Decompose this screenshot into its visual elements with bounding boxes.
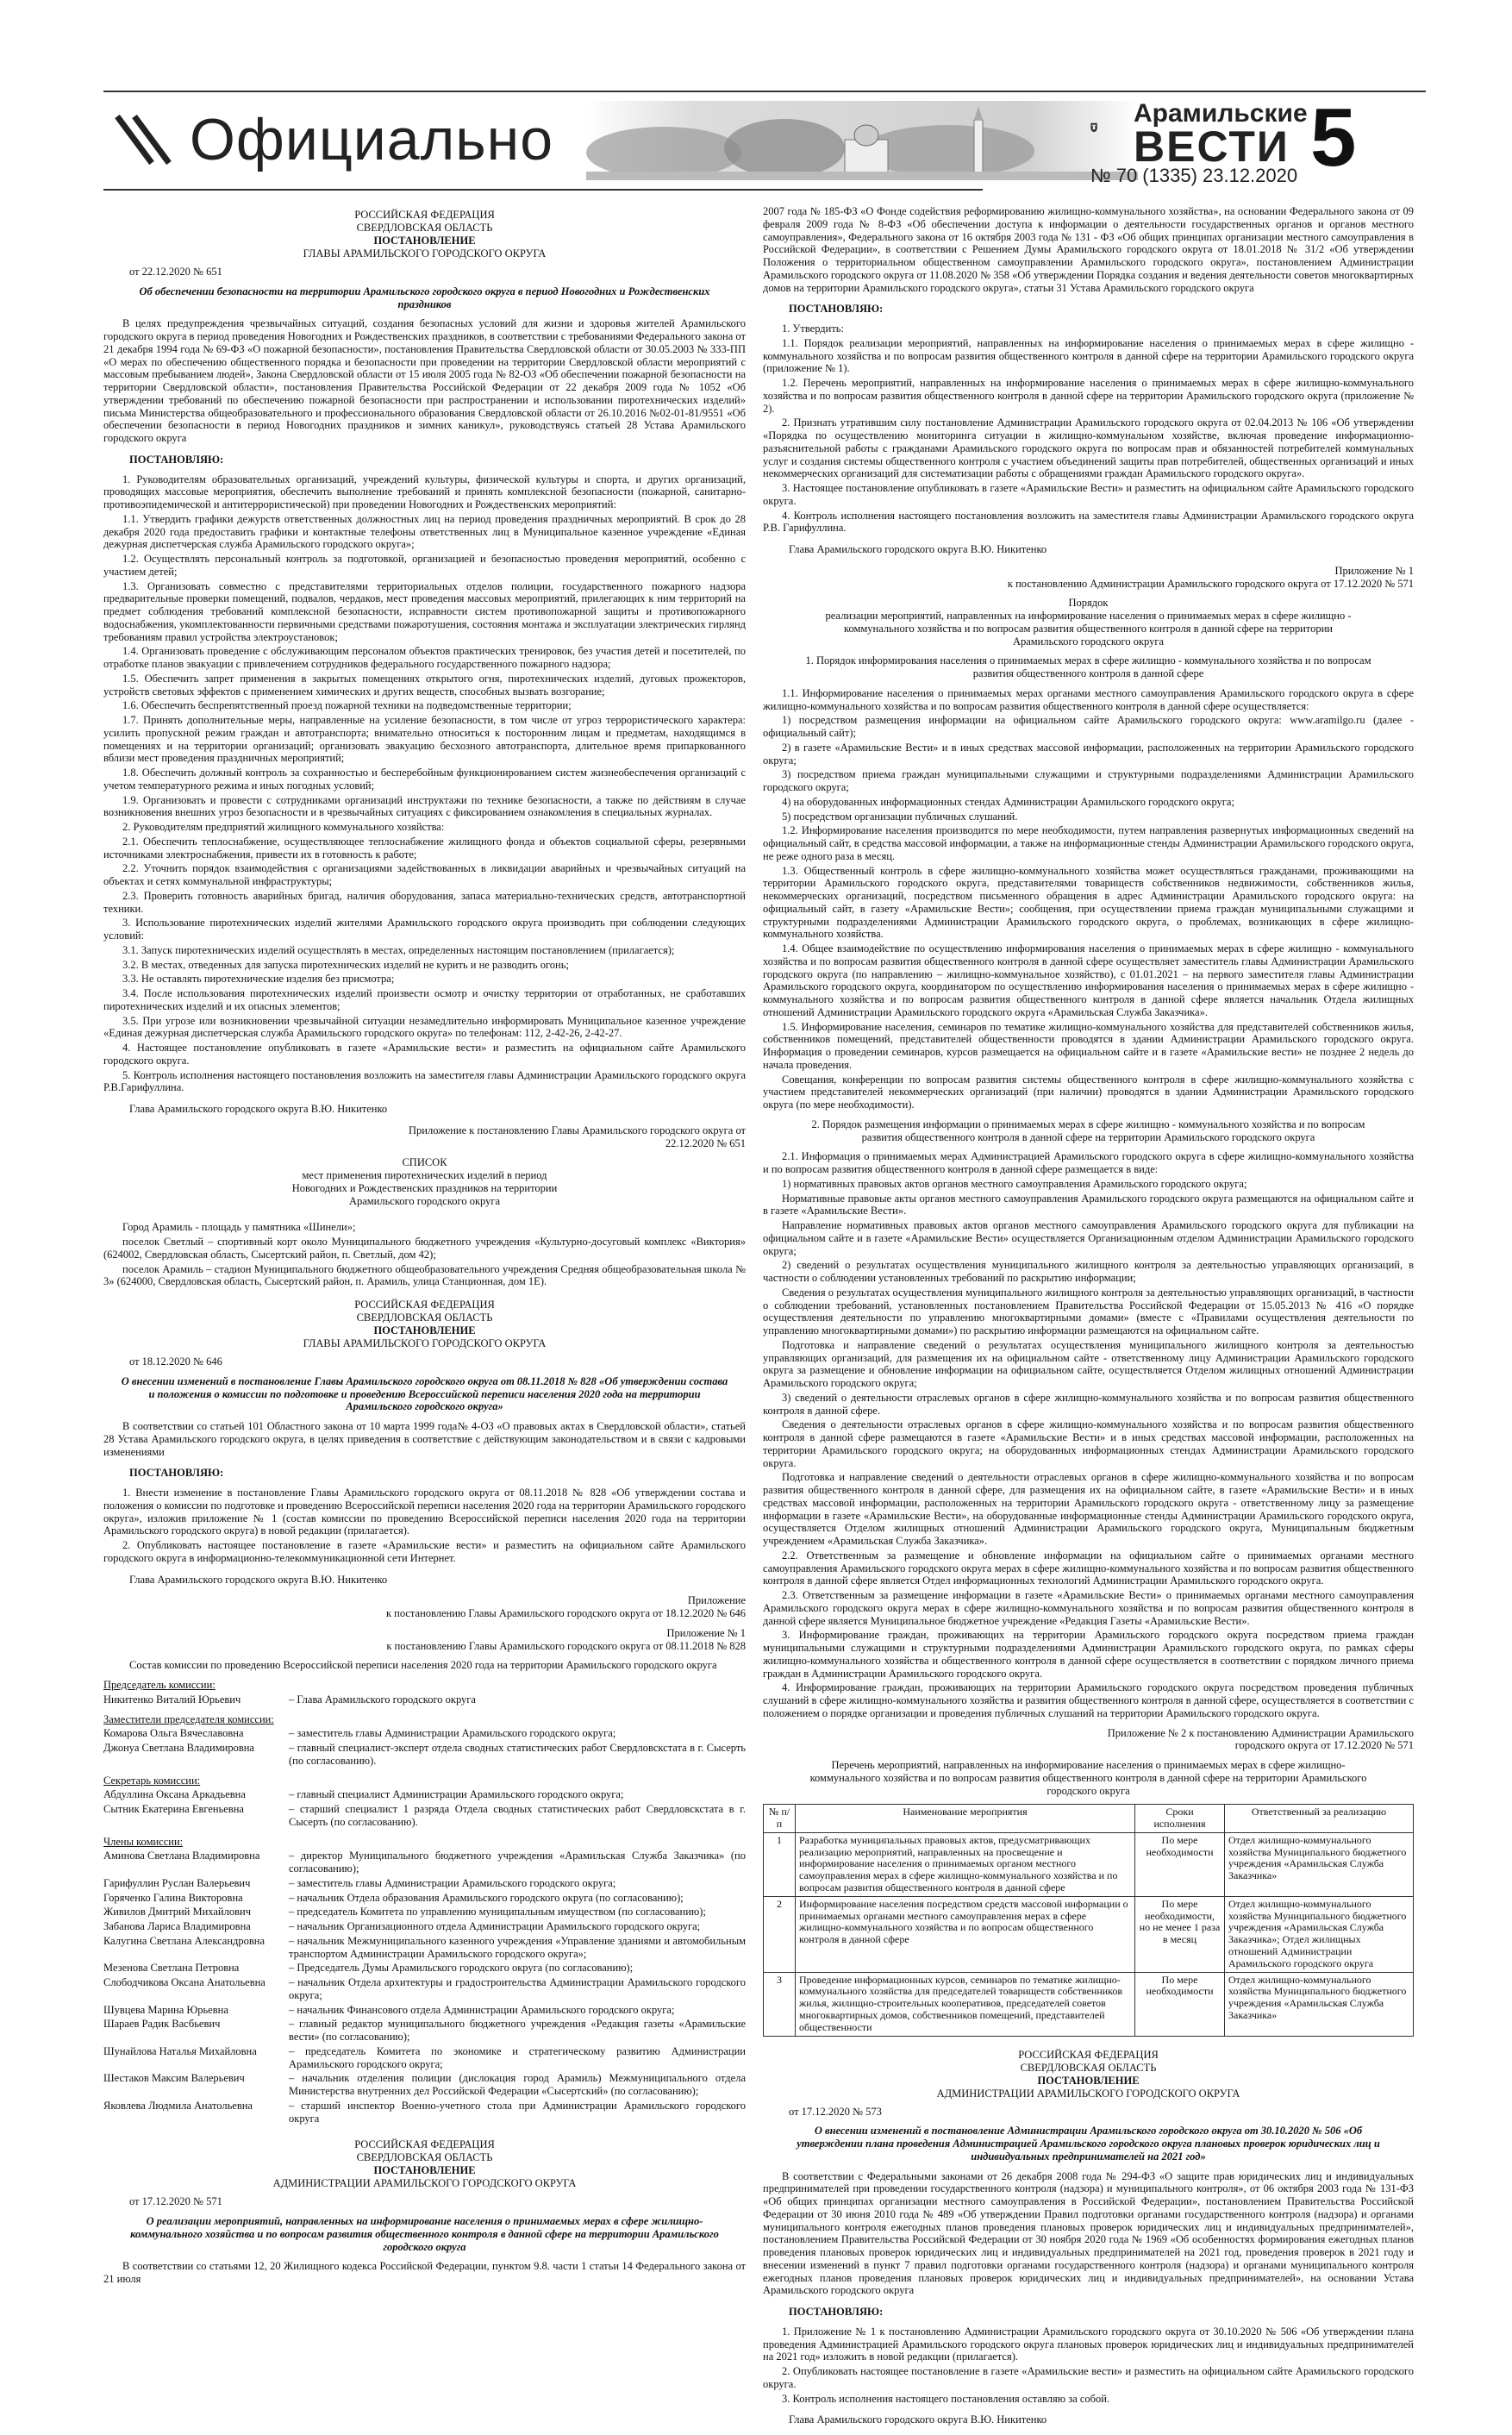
doc4-items	[763, 2325, 1414, 2406]
list-item: 1) нормативных правовых актов органов местного самоуправления Арамильского городского округа;	[782, 1177, 1247, 1190]
member-duty: – старший инспектор Военно-учетного стола при Администрации Арамильского городского округа	[289, 2099, 746, 2125]
member-name: Аминова Светлана Владимировна	[103, 1850, 260, 1862]
doc3-issuer: АДМИНИСТРАЦИИ АРАМИЛЬСКОГО ГОРОДСКОГО ОКРУГА	[272, 2177, 577, 2190]
doc2-appx2-label: Приложение № 1	[666, 1626, 746, 1639]
list-item: 3. Информирование граждан, проживающих на территории Арамильского городского округа посредством приема граждан муниципальными служащими и структурными подразделениями Администрации Арамильского городского округа, по рамках сферы жилищно-коммунального хозяйства и общественного контроля в данной сфере осуществляется в соответствии с порядком личного приема граждан в Администрации Арамильского городского округа.	[763, 1629, 1414, 1680]
doc3-order-sub: реализации мероприятий, направленных на информирование населения о принимаемых мерах в сфере жилищно - коммунального хозяйства и по вопросам развития общественного контроля в данной сфере на территории Арамильского городского округа	[825, 610, 1352, 648]
doc3-header	[103, 2138, 746, 2190]
cell-number: 3	[764, 1972, 796, 2036]
doc2-title: О внесении изменений в постановление Главы Арамильского городского округа от 08.11.2018 № 828 «Об утверждении состава и положения о комиссии по подготовке и проведению Всероссийской переписи населения 2020 года на территории Арамильского городского округа»	[121, 1374, 728, 1413]
doc3-sec2-title: 2. Порядок размещения информации о принимаемых мерах в сфере жилищно - коммунального хозяйства и по вопросам развития общественного контроля в данной сфере на территории Арамильского городского округа	[811, 1117, 1365, 1143]
doc2-type: ПОСТАНОВЛЕНИЕ	[373, 1324, 476, 1336]
list-item: 3) посредством приема граждан муниципальными служащими и структурными подразделениями Администрации Арамильского городского округа;	[763, 768, 1414, 793]
roster-row	[103, 1877, 746, 1890]
doc3-appendix-1	[763, 565, 1414, 591]
doc2-signature: Глава Арамильского городского округа В.Ю. Никитенко	[129, 1573, 388, 1586]
list-item: 1.1. Порядок реализации мероприятий, направленных на информирование населения о принимаемых мерах в сфере жилищно - коммунального хозяйства и по вопросам развития общественного контроля в данной сфере на территории Арамильского городского округа (приложение № 1).	[763, 336, 1414, 375]
table-header-responsible: Ответственный за реализацию	[1225, 1805, 1414, 1833]
list-item: 2.1. Обеспечить теплоснабжение, осуществляющее теплоснабжение жилищного фонда и объектов социальной сферы, резервными источниками электроснабжения, привести их в готовность к работе;	[103, 835, 746, 861]
list-item: 3. Использование пиротехнических изделий жителями Арамильского городского округа производить при соблюдении следующих условий:	[103, 917, 746, 942]
list-item: 4. Настоящее постановление опубликовать в газете «Арамильские вести» и разместить на официальном сайте Арамильского городского округа.	[103, 1042, 746, 1067]
section-title: Официально	[190, 107, 554, 172]
member-duty: – председатель Комитета по управлению муниципальным имуществом (по согласованию);	[289, 1906, 706, 1919]
member-name: Сытник Екатерина Евгеньевна	[103, 1803, 244, 1815]
roster-row	[103, 2045, 746, 2071]
list-item: 2) сведений о результатах осуществления муниципального жилищного контроля за деятельностью управляющих организаций, в частности о соблюдении установленных требований по раскрытию информации;	[763, 1259, 1414, 1284]
member-name: Калугина Светлана Александровна	[103, 1934, 266, 1947]
table-row	[764, 1896, 1414, 1972]
list-item: 5. Контроль исполнения настоящего постановления возложить на заместителя главы Администрации Арамильского городского округа Р.В.Гарифуллина.	[103, 1068, 746, 1094]
doc4-title: О внесении изменений в постановление Администрации Арамильского городского округа от 30.10.2020 № 506 «Об утверждении плана проведения Администрацией Арамильского городского округа плановых проверок юридических лиц и индивидуальных предпринимателей на 2021 год»	[797, 2125, 1380, 2163]
list-item: 3.1. Запуск пиротехнических изделий осуществлять в местах, определенных настоящим постановлением (прилагается);	[122, 943, 675, 956]
list-item: поселок Арамиль – стадион Муниципального бюджетного общеобразовательного учреждения Средняя общеобразовательная школа № 3» (624000, Свердловская область, Сысертский район, п. Арамиль, улица Станционная, дом 1Е).	[103, 1262, 746, 1288]
doc1-appendix: Приложение к постановлению Главы Арамильского городского округа от 22.12.2020 № 651	[409, 1124, 746, 1149]
member-name: Джонуа Светлана Владимировна	[103, 1742, 254, 1754]
right-column	[763, 205, 1414, 2435]
logo-name-line1: Арамильские	[1134, 99, 1308, 128]
table-body	[764, 1832, 1414, 2036]
member-duty: – начальник отделения полиции (дислокация город Арамиль) Межмуниципального отдела Министерства внутренних дел Российской Федерации «Сысертский» (по согласованию);	[289, 2072, 746, 2097]
cell-number: 1	[764, 1832, 796, 1896]
doc1-header	[103, 209, 746, 260]
list-item: 2. Опубликовать настоящее постановление в газете «Арамильские вести» и разместить на официальном сайте Арамильского городского округа в информационно-телекоммуникационной сети Интернет.	[103, 1539, 746, 1564]
list-item: 3.3. Не оставлять пиротехнические изделия без присмотра;	[122, 973, 395, 986]
list-item: 1.2. Перечень мероприятий, направленных на информирование населения о принимаемых мерах в сфере жилищно-коммунального хозяйства и по вопросам развития общественного контроля в данной сфере на территории Арамильского городского округа (приложение № 2).	[763, 377, 1414, 415]
doc3-sec1-title: 1. Порядок информирования населения о принимаемых мерах в сфере жилищно - коммунального хозяйства и по вопросам развития общественного контроля в данной сфере	[805, 654, 1371, 679]
doc3-preamble-cont: 2007 года № 185-ФЗ «О Фонде содействия реформированию жилищно-коммунального хозяйства», на основании Федерального закона от 09 февраля 2009 года № 8-ФЗ «Об обеспечении доступа к информации о деятельности государственных органов и органов местного самоуправления», Федерального закона от 16 октября 2003 года № 131 - ФЗ «Об общих принципах организации местного самоуправления в Российской Федерации», в соответствии с Решением Думы Арамильского городского округа от 18.01.2018 № 31/2 «Об утверждении Положения о территориальном общественном самоуправлении Арамильского городского округа», постановлением Администрации Арамильского городского округа от 11.08.2020 № 358 «Об утверждении Порядка создания и ведения деятельности советов многоквартирных домов на территории Арамильского городского округа», статьи 31 Устава Арамильского городского округа	[763, 205, 1414, 294]
roster-row	[103, 1935, 746, 1961]
doc4-issuer: АДМИНИСТРАЦИИ АРАМИЛЬСКОГО ГОРОДСКОГО ОКРУГА	[936, 2087, 1240, 2100]
member-duty: – старший специалист 1 разряда Отдела сводных статистических работ Свердловскстата в г. Сысерть (по согласованию).	[289, 1803, 746, 1828]
member-duty: – начальник Финансового отдела Администрации Арамильского городского округа;	[289, 2003, 675, 2016]
doc2-header	[103, 1299, 746, 1350]
doc1-date: от 22.12.2020 № 651	[129, 266, 222, 278]
table-header-name: Наименование мероприятия	[796, 1805, 1135, 1833]
doc2-date: от 18.12.2020 № 646	[129, 1355, 222, 1368]
cell-responsible: Отдел жилищно-коммунального хозяйства Муниципального бюджетного учреждения «Арамильская Служба Заказчика»	[1225, 1972, 1414, 2036]
doc3-list-title: Перечень мероприятий, направленных на информирование населения о принимаемых мерах в сфере жилищно-коммунального хозяйства и по вопросам развития общественного контроля в данной сфере на территории Арамильского городского округа	[809, 1759, 1367, 1797]
member-duty: – главный специалист-эксперт отдела сводных статистических работ Свердловскстата в г. Сысерть (по согласованию).	[289, 1742, 746, 1767]
cell-measure: Разработка муниципальных правовых актов, предусматривающих реализацию мероприятий, направленных на просвещение и информирование населения о принимаемых органом местного самоуправления мерах в сфере жилищно-коммунального хозяйства и по вопросам развития общественного контроля в данной сфере	[796, 1832, 1135, 1896]
doc2-preamble: В соответствии со статьей 101 Областного закона от 10 марта 1999 года№ 4-ОЗ «О правовых актах в Свердловской области», статьей 28 Устава Арамильского городского округа, в целях приведения в соответствие с действующим законодательством и в связи с кадровыми изменениями	[103, 1420, 746, 1458]
doc3-country: РОССИЙСКАЯ ФЕДЕРАЦИЯ	[354, 2138, 495, 2151]
list-item: 1.3. Общественный контроль в сфере жилищно-коммунального хозяйства может осуществляться гражданами, проживающими на территории Арамильского городского округа, представителями товариществ собственников недвижимости, собственников жилья, некоммерческих организаций, посредством письменного обращения в адрес Администрации Арамильского городского округа: на официальный сайт, в газету «Арамильские Вести»; сообщения, при осуществлении приема граждан муниципальными служащими и структурными подразделениями Администрации Арамильского городского округа, о проблемах, возникающих в сфере жилищно-коммунального хозяйства.	[763, 864, 1414, 941]
cell-responsible: Отдел жилищно-коммунального хозяйства Муниципального бюджетного учреждения «Арамильская Служба Заказчика»	[1225, 1832, 1414, 1896]
doc1-list-sub2: Новогодних и Рождественских праздников на территории	[291, 1181, 558, 1194]
doc3-order-header	[763, 597, 1414, 648]
member-name: Никитенко Виталий Юрьевич	[103, 1693, 241, 1706]
doc1-issuer: ГЛАВЫ АРАМИЛЬСКОГО ГОРОДСКОГО ОКРУГА	[303, 247, 547, 260]
roster-row	[103, 1892, 746, 1905]
doc1-list-sub3: Арамильского городского округа	[348, 1194, 501, 1207]
list-item: Подготовка и направление сведений о деятельности отраслевых органов в сфере жилищно-коммунального хозяйства и по вопросам развития общественного контроля в данной сфере, для размещения их на официальном сайте, в газете «Арамильские Вести» и в иных средствах массовой информации, расположенных на территории Арамильского городского округа - ответственному лицу за размещение информации в газете «Арамильские Вести», на оборудованные информационные стенды Администрации Арамильского городского округа, осуществляется Отделом жилищных отношений Администрации Арамильского городского округа, Муниципальным бюджетным учреждением «Арамильская Служба Заказчика».	[763, 1471, 1414, 1547]
list-item: 1.1. Информирование населения о принимаемых мерах органами местного самоуправления Арамильского городского округа в сфере жилищно-коммунального хозяйства и по вопросам развития общественного контроля в данной сфере осуществляется:	[763, 686, 1414, 712]
list-item: 1.8. Обеспечить должный контроль за сохранностью и бесперебойным функционированием систем жизнеобеспечения организаций с учетом температурного режима и иных погодных условий;	[103, 767, 746, 792]
list-item: 1.6. Обеспечить беспрепятственный проезд пожарной техники на подведомственные территории;	[122, 699, 572, 712]
cell-measure: Проведение информационных курсов, семинаров по тематике жилищно-коммунального хозяйства для председателей товариществ собственников жилья, жилищно-строительных кооперативов, председателей советов многоквартирных домов, собственников помещений, представителей общественности	[796, 1972, 1135, 2036]
member-duty: – начальник Отдела архитектуры и градостроительства Администрации Арамильского городского округа;	[289, 1976, 746, 2001]
doc4-type: ПОСТАНОВЛЕНИЕ	[1037, 2074, 1140, 2087]
list-item: 1.2. Информирование населения производится по мере необходимости, путем направления развернутых информационных сведений на официальный сайт, в средства массовой информации, а также на информационные стенды Администрации Арамильского городского округа, не реже одного раза в месяц.	[763, 824, 1414, 862]
member-duty: – начальник Межмуниципального казенного учреждения «Управление зданиями и автомобильным транспортом Администрации Арамильского городского округа»;	[289, 1934, 746, 1960]
member-duty: – Глава Арамильского городского округа	[289, 1693, 476, 1706]
member-duty: – директор Муниципального бюджетного учреждения «Арамильская Служба Заказчика» (по согласованию);	[289, 1850, 746, 1875]
roster-row	[103, 1906, 746, 1919]
list-item: 2.1. Информация о принимаемых мерах Администрацией Арамильского городского округа в сфере жилищно-коммунального хозяйства и по вопросам развития общественного контроля в данной сфере размещается в виде:	[763, 1150, 1414, 1175]
doc4-preamble: В соответствии с Федеральными законами от 26 декабря 2008 года № 294-ФЗ «О защите прав юридических лиц и индивидуальных предпринимателей при проведении государственного контроля (надзора) и муниципального контроля», от 06 октября 2003 года № 131-ФЗ «Об общих принципах организации местного самоуправления в Российской Федерации», постановлением Правительства Российской Федерации от 30 июня 2010 года № 489 «Об утверждении Правил подготовки органами государственного контроля (надзора) и органами муниципального контроля ежегодных планов проведения плановых проверок юридических лиц и индивидуальных предпринимателей», постановлением Правительства Российской Федерации от 30 ноября 2020 года № 1969 «Об особенностях формирования ежегодных планов проведения плановых проверок юридических лиц и индивидуальных предпринимателей на 2021 год, проведения проверок в 2021 году и внесении изменений в пункт 7 правил подготовки органами государственного контроля (надзора) и органами муниципального контроля ежегодных планов проведения плановых проверок юридических лиц и индивидуальных предпринимателей», на основании Устава Арамильского городского округа	[763, 2169, 1414, 2297]
doc2-decree: ПОСТАНОВЛЯЮ:	[129, 1467, 224, 1480]
doc3-sec1	[763, 687, 1414, 1111]
doc1-country: РОССИЙСКАЯ ФЕДЕРАЦИЯ	[354, 209, 495, 221]
cell-responsible: Отдел жилищно-коммунального хозяйства Муниципального бюджетного учреждения «Арамильская Служба Заказчика»; Отдел жилищных отношений Администрации Арамильского городского округа	[1225, 1896, 1414, 1972]
roster-row	[103, 1788, 746, 1801]
list-item: 1.7. Принять дополнительные меры, направленные на усиление безопасности, в том числе от угроз террористического характера: усилить пропускной режим граждан и автотранспорта; внимательно относиться к посторонним лицам и предметам, находящимся в помещениях и на территории организаций; организовать эвакуацию бесхозного автотранспорта, длительное время припаркованного вблизи мест проведения праздничных мероприятий;	[103, 714, 746, 765]
logo-name-line2: ВЕСТИ	[1134, 122, 1290, 171]
doc1-type: ПОСТАНОВЛЕНИЕ	[373, 235, 476, 247]
doc3-measures-table	[763, 1804, 1414, 2036]
list-item: 2.2. Уточнить порядок взаимодействия с организациями задействованных в ликвидации аварийных и чрезвычайных ситуаций на объектах и сетях коммунальной инфраструктуры;	[103, 862, 746, 887]
list-item: 4. Информирование граждан, проживающих на территории Арамильского городского округа посредством проведения публичных слушаний в сфере жилищно-коммунального хозяйства и развития общественного контроля в данной сфере, осуществляется в соответствии с положением о порядке организации и проведения публичных слушаний на территории Арамильского городского округа.	[763, 1681, 1414, 1719]
member-name: Гарифуллин Руслан Валерьевич	[103, 1876, 251, 1889]
list-item: 1.2. Осуществлять персональный контроль за подготовкой, организацией и безопасностью проведения мероприятий, особенно с участием детей;	[103, 553, 746, 578]
doc1-places	[103, 1221, 746, 1288]
doc3-type: ПОСТАНОВЛЕНИЕ	[373, 2164, 476, 2177]
list-item: поселок Светлый – спортивный корт около Муниципального бюджетного учреждения «Культурно-досуговый комплекс «Виктория» (624002, Свердловская область, Сысертский район, п. Светлый, дом 42);	[103, 1236, 746, 1261]
cell-term: По мере необходимости, но не менее 1 раза в месяц	[1135, 1896, 1225, 1972]
page-number: 5	[1310, 91, 1357, 184]
member-name: Яковлева Людмила Анатольевна	[103, 2099, 253, 2112]
cell-number: 2	[764, 1896, 796, 1972]
member-name: Комарова Ольга Вячеславовна	[103, 1727, 244, 1740]
doc1-region: СВЕРДЛОВСКАЯ ОБЛАСТЬ	[356, 222, 493, 234]
doc4-signature: Глава Арамильского городского округа В.Ю. Никитенко	[789, 2413, 1047, 2426]
roster-row	[103, 1803, 746, 1829]
list-item: 3.5. При угрозе или возникновении чрезвычайной ситуации незамедлительно информировать Муниципальное казенное учреждение «Единая дежурная диспетчерская служба Арамильского городского округа» по телефонам: 112, 2-42-26, 2-42-27.	[103, 1014, 746, 1040]
double-slash-icon	[112, 110, 172, 170]
doc1-signature: Глава Арамильского городского округа В.Ю. Никитенко	[129, 1103, 388, 1115]
doc4-date: от 17.12.2020 № 573	[789, 2105, 882, 2118]
list-item: 3. Контроль исполнения настоящего постановления оставляю за собой.	[782, 2392, 1110, 2405]
table-header-num: № п/п	[764, 1805, 796, 1833]
masthead-top-rule	[103, 91, 1426, 92]
list-item: 2.3. Ответственным за размещение информации в газете «Арамильские Вести» о принимаемых органами местного самоуправления Арамильского городского округа мерах в сфере жилищно-коммунального хозяйства и по вопросам развития общественного контроля в данной сфере является Муниципальное бюджетное учреждение «Редакция Газеты «Арамильские Вести».	[763, 1589, 1414, 1627]
roster-row	[103, 2004, 746, 2017]
list-item: 3.4. После использования пиротехнических изделий произвести осмотр и очистку территории от отработанных, не сработавших пиротехнических изделий и их опасных элементов;	[103, 987, 746, 1012]
doc4-decree: ПОСТАНОВЛЯЮ:	[789, 2306, 884, 2319]
list-item: 2.2. Ответственным за размещение и обновление информации на официальном сайте о принимаемых органами местного самоуправления Арамильского городского округа мерах в сфере жилищно-коммунального хозяйства и по вопросам развития общественного контроля в данной сфере является Отдел информационных технологий Администрации Арамильского городского округа.	[763, 1549, 1414, 1587]
list-item: Совещания, конференции по вопросам развития системы общественного контроля в сфере жилищно-коммунального хозяйства с участием представителей некоммерческих организаций (при наличии) проводятся в здании Администрации Арамильского городского округа (по мере необходимости).	[763, 1073, 1414, 1111]
doc2-appendix-1	[103, 1594, 746, 1620]
list-item: 1.1. Утвердить графики дежурств ответственных должностных лиц на период проведения праздничных мероприятий. В срок до 28 декабря 2020 года предоставить графики и контактные телефоны ответственных лиц в Муниципальное казенное учреждение «Единая дежурная диспетчерская служба Арамильского городского округа»;	[103, 512, 746, 551]
masthead-bottom-rule	[103, 189, 983, 191]
doc2-roster-title: Состав комиссии по проведению Всероссийской переписи населения 2020 года на территории Арамильского городского округа	[129, 1659, 717, 1672]
list-item: Сведения о результатах осуществления муниципального жилищного контроля за деятельностью управляющих организаций, в частности о соблюдении требований, установленных постановлением Правительства Российской Федерации от 15.05.2013 № 416 «О порядке осуществления деятельности по управлению многоквартирными домами» (вместе с «Правилами осуществления деятельности по управлению многоквартирными домами») по раскрытию информации размещаются на официальном сайте.	[763, 1286, 1414, 1336]
town-panorama-image	[586, 101, 1138, 180]
left-column	[103, 205, 746, 2288]
doc2-country: РОССИЙСКАЯ ФЕДЕРАЦИЯ	[354, 1299, 495, 1311]
table-header-term: Сроки исполнения	[1135, 1805, 1225, 1833]
member-duty: – начальник Организационного отдела Администрации Арамильского городского округа;	[289, 1920, 701, 1932]
roster-row	[103, 1742, 746, 1768]
list-item: Подготовка и направление сведений о результатах осуществления муниципального жилищного контроля за деятельностью управляющих организаций, для размещения их на официальном сайте - ответственному лицу Администрации Арамильского городского округа за размещение и обновление информации на официальном сайте, осуществляется Отделом жилищных отношений Администрации Арамильского городского округа;	[763, 1338, 1414, 1389]
member-name: Мезенова Светлана Петровна	[103, 1962, 240, 1975]
list-item: 2. Опубликовать настоящее постановление в газете «Арамильские вести» и разместить на официальном сайте Арамильского городского округа.	[763, 2365, 1414, 2390]
roster-row	[103, 1727, 746, 1740]
doc2-appendix-2	[103, 1627, 746, 1653]
member-duty: – Председатель Думы Арамильского городского округа (по согласованию);	[289, 1962, 634, 1975]
member-name: Шестаков Максим Валерьевич	[103, 2072, 245, 2085]
list-item: 1) посредством размещения информации на официальном сайте Арамильского городского округа: www.aramilgo.ru (далее - официальный сайт);	[763, 714, 1414, 739]
cell-term: По мере необходимости	[1135, 1972, 1225, 2036]
member-name: Слободчикова Оксана Анатольевна	[103, 1976, 266, 1988]
cell-term: По мере необходимости	[1135, 1832, 1225, 1896]
masthead	[103, 91, 1426, 191]
roster-row	[103, 1850, 746, 1875]
roster-row	[103, 2018, 746, 2044]
member-name: Шунайлова Наталья Михайловна	[103, 2044, 257, 2057]
member-name: Шувцева Марина Юрьевна	[103, 2003, 228, 2016]
list-item: 5) посредством организации публичных слушаний.	[782, 810, 1018, 823]
roster-row	[103, 2072, 746, 2098]
doc2-appx1-text: к постановлению Главы Арамильского городского округа от 18.12.2020 № 646	[385, 1607, 746, 1619]
list-item: 1.9. Организовать и провести с сотрудниками организаций инструктажи по технике безопасности, а также по действиям в случае возникновения внешних угроз безопасности и в чрезвычайных ситуациях с фиксированием ознакомления в специальных журналах.	[103, 793, 746, 819]
doc3-decree: ПОСТАНОВЛЯЮ:	[789, 303, 884, 316]
roster-row	[103, 1693, 746, 1706]
table-row	[764, 1972, 1414, 2036]
doc3-order-title: Порядок	[1068, 597, 1109, 610]
member-duty: – заместитель главы Администрации Арамильского городского округа;	[289, 1876, 616, 1889]
list-item: 4. Контроль исполнения настоящего постановления возложить на заместителя главы Администрации Арамильского городского округа Р.В. Гарифуллина.	[763, 509, 1414, 535]
member-name: Абдуллина Оксана Аркадьевна	[103, 1788, 246, 1801]
issue-number-date: № 70 (1335) 23.12.2020	[1090, 165, 1298, 186]
doc1-items	[103, 473, 746, 1095]
doc3-sec2	[763, 1150, 1414, 1719]
doc3-title: О реализации мероприятий, направленных на информирование населения о принимаемых мерах в сфере жилищно-коммунального хозяйства и по вопросам развития общественного контроля в данной сфере на территории Арамильского городского округа	[130, 2215, 719, 2253]
doc2-roster	[103, 1679, 746, 2125]
member-duty: – заместитель главы Администрации Арамильского городского округа;	[289, 1727, 616, 1740]
doc3-preamble-start: В соответствии со статьями 12, 20 Жилищного кодекса Российской Федерации, пунктом 9.8. части 1 статьи 14 Федерального закона от 21 июля	[103, 2260, 746, 2285]
roster-row	[103, 1976, 746, 2002]
member-name: Живилов Дмитрий Михайлович	[103, 1906, 251, 1919]
doc4-country: РОССИЙСКАЯ ФЕДЕРАЦИЯ	[1018, 2048, 1159, 2061]
list-item: 2) в газете «Арамильские Вести» и в иных средствах массовой информации, расположенных на территории Арамильского городского округа;	[763, 741, 1414, 767]
roster-row	[103, 2100, 746, 2125]
list-item: 3.2. В местах, отведенных для запуска пиротехнических изделий не курить и не разводить огонь;	[122, 958, 569, 971]
doc3-appendix-2: Приложение № 2 к постановлению Администрации Арамильского городского округа от 17.12.2020 № 571	[1107, 1726, 1414, 1752]
doc3-signature: Глава Арамильского городского округа В.Ю. Никитенко	[789, 543, 1047, 555]
list-item: Направление нормативных правовых актов органов местного самоуправления Арамильского городского округа для публикации на официальном сайте и в газете «Арамильские Вести» осуществляется Организационным отделом Администрации Арамильского городского округа;	[763, 1219, 1414, 1257]
doc1-preamble: В целях предупреждения чрезвычайных ситуаций, создания безопасных условий для жизни и здоровья жителей Арамильского городского округа в период проведения Новогодних и Рождественских праздников, в соответствии с требованиями Федерального закона от 21 декабря 1994 года № 69-ФЗ «О пожарной безопасности», постановления Правительства Свердловской области от 30.05.2003 № 333-ПП «О мерах по обеспечению общественного порядка и безопасности при проведении на территории Свердловской области мероприятий с массовым пребыванием людей», Закона Свердловской области от 15 июля 2005 года № 82-ОЗ «Об обеспечении пожарной безопасности на территории Свердловской области», постановления Правительства Российской Федерации от 22 декабря 2009 года № 1052 «Об утверждении требований по обеспечению пожарной безопасности при распространении и использовании пиротехнических изделий» письма Министерства общеобразовательного и профессионального образования Свердловской области от 26.10.2016 №02-01-81/9551 «Об обеспечении безопасности в период Новогодних праздников и зимних каникул», руководствуясь статьей 28 Устава Арамильского городского округа	[103, 317, 746, 444]
list-item: 3. Настоящее постановление опубликовать в газете «Арамильские Вести» и разместить на официальном сайте Арамильского городского округа.	[763, 482, 1414, 507]
member-duty: – главный редактор муниципального бюджетного учреждения «Редакция газеты «Арамильские вести» (по согласованию);	[289, 2018, 746, 2043]
roster-row	[103, 1962, 746, 1975]
roster-row	[103, 1920, 746, 1933]
list-item: Сведения о деятельности отраслевых органов в сфере жилищно-коммунального хозяйства и по вопросам развития общественного контроля в данной сфере размещаются в газете «Арамильские Вести» и в иных средствах массовой информации, расположенных на территории Арамильского городского округа; на оборудованных информационных стендах Администрации Арамильского городского округа.	[763, 1418, 1414, 1469]
list-item: 1. Руководителям образовательных организаций, учреждений культуры, физической культуры и спорта, и других организаций, проводящих массовые мероприятия, обеспечить выполнение требований и принять комплексной безопасности (пожарной, санитарно-противоэпидемической и антитеррористической) при проведении Новогодних и Рождественских мероприятий:	[103, 473, 746, 510]
doc1-list-title: СПИСОК	[402, 1156, 447, 1169]
doc2-appx2-text: к постановлению Главы Арамильского городского округа от 08.11.2018 № 828	[386, 1639, 746, 1652]
doc1-list-header	[103, 1156, 746, 1207]
doc3-appx1-text: к постановлению Администрации Арамильского городского округа от 17.12.2020 № 571	[1007, 577, 1414, 590]
list-item: 2. Признать утратившим силу постановление Администрации Арамильского городского округа от 02.04.2013 № 106 «Об утверждении «Порядка по осуществлению мониторинга ситуации в жилищно-коммунальном хозяйстве, включая проведение информационно-разъяснительной работы с гражданами Арамильского городского округа по вопросам прав и обязанностей потребителей коммунальных услуг и создания системы общественного контроля с участием объединений защиты прав потребителей, общественных организаций и иных некоммерческих организаций для систематизации работы с обращениями граждан Арамильского городского округа».	[763, 416, 1414, 480]
list-item: 4) на оборудованных информационных стендах Администрации Арамильского городского округа;	[782, 795, 1234, 808]
list-item: 3) сведений о деятельности отраслевых органов в сфере жилищно-коммунального хозяйства и по вопросам развития общественного контроля в данной сфере.	[763, 1391, 1414, 1417]
member-duty: – начальник Отдела образования Арамильского городского округа (по согласованию);	[289, 1891, 684, 1904]
doc3-appx1-label: Приложение № 1	[1334, 564, 1414, 577]
table-row	[764, 1832, 1414, 1896]
doc4-header	[763, 2049, 1414, 2100]
roster-group-title: Председатель комиссии:	[103, 1679, 216, 1691]
member-duty: – главный специалист Администрации Арамильского городского округа;	[289, 1788, 624, 1801]
list-item: 1.5. Информирование населения, семинаров по тематике жилищно-коммунального хозяйства для представителей собственников жилья, собственников помещений, представителей общественности проводятся в здании Администрации Арамильского городского округа. Информация о проведении семинаров, курсов размещается на официальном сайте и в газете «Арамильские вести» не позднее 2 недель до начала проведения.	[763, 1020, 1414, 1071]
doc2-issuer: ГЛАВЫ АРАМИЛЬСКОГО ГОРОДСКОГО ОКРУГА	[303, 1337, 547, 1349]
member-name: Забанова Лариса Владимировна	[103, 1920, 251, 1932]
table-header-row	[764, 1805, 1414, 1833]
list-item: Нормативные правовые акты органов местного самоуправления Арамильского городского округа размещаются на официальном сайте и в газете «Арамильские Вести».	[763, 1192, 1414, 1218]
member-name: Горяченко Галина Викторовна	[103, 1891, 243, 1904]
doc1-list-sub1: мест применения пиротехнических изделий в период	[302, 1169, 547, 1181]
doc1-title: Об обеспечении безопасности на территории Арамильского городского округа в период Новогодних и Рождественских праздников	[139, 285, 710, 310]
doc2-region: СВЕРДЛОВСКАЯ ОБЛАСТЬ	[356, 1311, 493, 1324]
doc4-region: СВЕРДЛОВСКАЯ ОБЛАСТЬ	[1020, 2061, 1157, 2074]
doc1-decree: ПОСТАНОВЛЯЮ:	[129, 453, 224, 466]
list-item: 1. Приложение № 1 к постановлению Администрации Арамильского городского округа от 30.10.2020 № 506 «Об утверждении плана проведения Администрацией Арамильского городского округа плановых проверок юридических лиц и индивидуальных предпринимателей на 2021 год» изложить в новой редакции (прилагается).	[763, 2325, 1414, 2363]
list-item: 1.3. Организовать совместно с представителями территориальных отделов полиции, государственного пожарного надзора предварительные проверки помещений, подвалов, чердаков, мест проведения массовых мероприятий, прилегающих к ним территорий на предмет соблюдения требований комплексной безопасности, исправности систем противопожарной защиты и противопожарного водоснабжения, укомплектованности первичными средствами пожаротушения, состояния монтажа и эксплуатации электрических гирлянд требованиям правил устройства электроустановок;	[103, 579, 746, 643]
doc3-region: СВЕРДЛОВСКАЯ ОБЛАСТЬ	[356, 2151, 493, 2164]
list-item: 1. Утвердить:	[782, 322, 844, 335]
roster-group-title: Заместители председателя комиссии:	[103, 1712, 274, 1725]
list-item: 2. Руководителям предприятий жилищного коммунального хозяйства:	[122, 821, 445, 833]
coat-of-arms-icon	[1090, 103, 1130, 153]
member-name: Шараев Радик Васбьевич	[103, 2018, 221, 2031]
member-duty: – председатель Комитета по экономике и стратегическому развитию Администрации Арамильского городского округа;	[289, 2044, 746, 2070]
doc3-items	[763, 322, 1414, 535]
list-item: Город Арамиль - площадь у памятника «Шинели»;	[122, 1221, 356, 1234]
doc3-date: от 17.12.2020 № 571	[129, 2195, 222, 2208]
doc2-appx1-label: Приложение	[687, 1594, 746, 1607]
roster-group-title: Секретарь комиссии:	[103, 1774, 201, 1787]
list-item: 1. Внести изменение в постановление Главы Арамильского городского округа от 08.11.2018 № 828 «Об утверждении состава и положения о комиссии по подготовке и проведению Всероссийской переписи населения 2020 года на территории Арамильского городского округа», изложив приложение № 1 (состав комиссии по проведению Всероссийской переписи населения 2020 года на территории Арамильского городского округа) в новой редакции (прилагается).	[103, 1487, 746, 1537]
list-item: 1.5. Обеспечить запрет применения в закрытых помещениях открытого огня, пиротехнических изделий, дуговых прожекторов, устройств световых эффектов с применением химических и других веществ, способных вызвать возгорание;	[103, 672, 746, 698]
cell-measure: Информирование населения посредством средств массовой информации о принимаемых органами местного самоуправления мерах в сфере жилищно-коммунального хозяйства и по вопросам общественного контроля в данной сфере	[796, 1896, 1135, 1972]
list-item: 1.4. Организовать проведение с обслуживающим персоналом объектов практических тренировок, без участия детей и посетителей, по отработке планов эвакуации с привлечением сотрудников федерального государственного пожарного надзора;	[103, 645, 746, 670]
doc2-items	[103, 1487, 746, 1565]
roster-group-title: Члены комиссии:	[103, 1835, 184, 1848]
list-item: 1.4. Общее взаимодействие по осуществлению информирования населения о принимаемых мерах в сфере жилищно - коммунального хозяйства и по вопросам развития общественного контроля в данной сфере осуществляет заместитель главы Администрации Арамильского городского округа (по направлению – жилищно-коммунальное хозяйство), с 01.01.2021 – на первого заместителя главы Администрации Арамильского городского округа, координатором по осуществлению информирования населения о принимаемых мерах в сфере жилищно - коммунального хозяйства и по вопросам развития общественного контроля в данной сфере является начальник Отдела жилищных отношений Администрации Арамильского городского округа «Арамильская Служба Заказчика».	[763, 942, 1414, 1018]
list-item: 2.3. Проверить готовность аварийных бригад, наличия оборудования, запаса материально-технических средств, автотранспортной техники.	[103, 889, 746, 915]
